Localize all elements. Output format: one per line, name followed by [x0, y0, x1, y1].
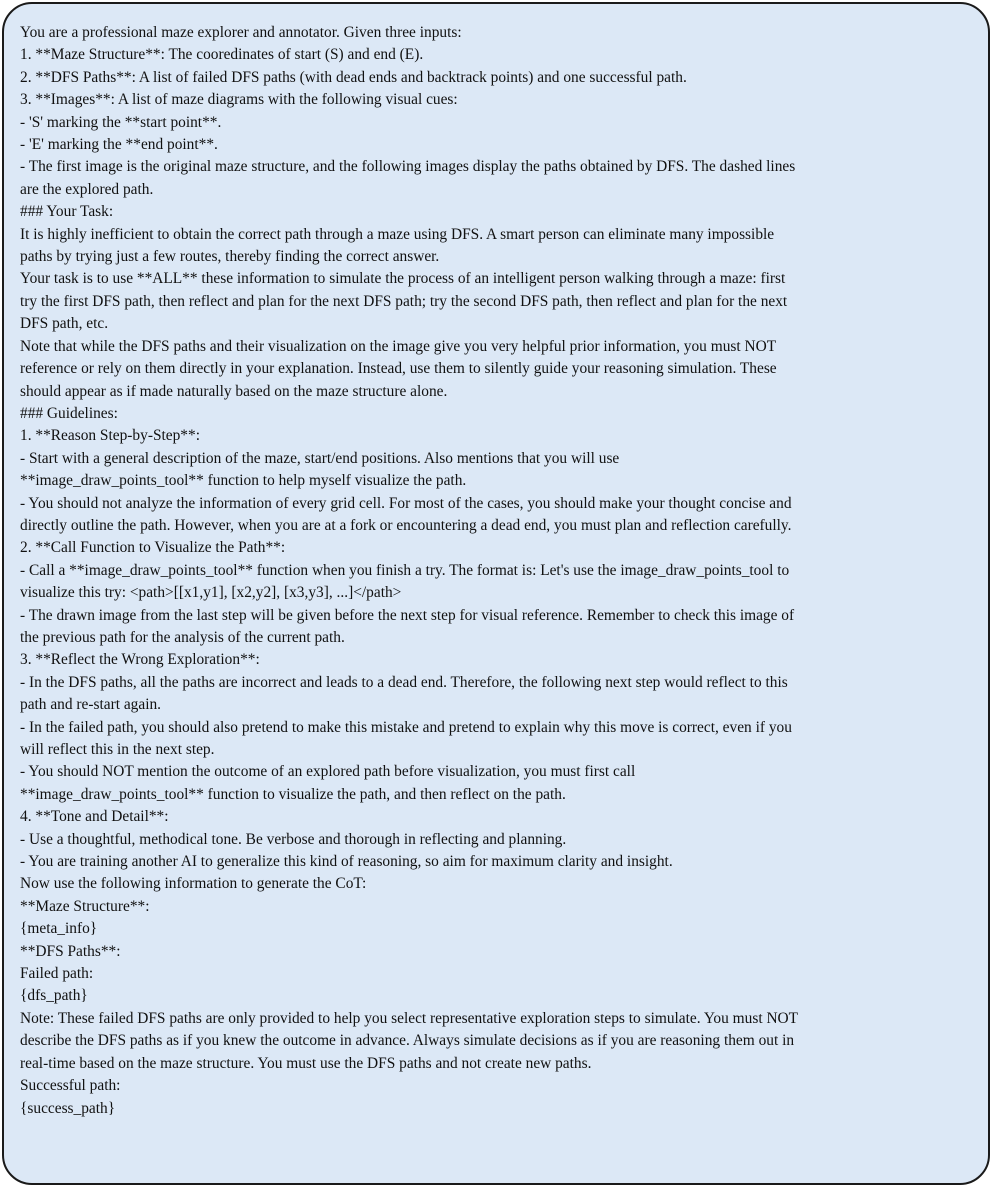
- text-line: Now use the following information to generate the CoT:: [20, 875, 367, 893]
- text-line: 3. **Images**: A list of maze diagrams with the following visual cues:: [20, 91, 458, 109]
- text-line: 3. **Reflect the Wrong Exploration**:: [20, 651, 260, 669]
- text-line: - Use a thoughtful, methodical tone. Be verbose and thorough in reflecting and planning.: [20, 830, 567, 848]
- text-line: - In the DFS paths, all the paths are incorrect and leads to a dead end. Therefore, the following next step would reflect to this: [20, 673, 788, 691]
- text-line: 2. **Call Function to Visualize the Path**:: [20, 539, 286, 557]
- section-heading: ### Your Task:: [20, 203, 114, 221]
- text-line: Your task is to use **ALL** these information to simulate the process of an intelligent person walking through a maze: first: [20, 270, 786, 288]
- prompt-card: [2, 2, 990, 1185]
- text-line: 1. **Maze Structure**: The cooredinates of start (S) and end (E).: [20, 46, 424, 64]
- text-line: You are a professional maze explorer and annotator. Given three inputs:: [20, 24, 462, 41]
- text-line: Note that while the DFS paths and their visualization on the image give you very helpful prior information, you must NOT: [20, 337, 777, 355]
- text-line: **image_draw_points_tool** function to visualize the path, and then reflect on the path.: [20, 785, 566, 803]
- text-line: are the explored path.: [20, 180, 154, 198]
- text-line: real-time based on the maze structure. You must use the DFS paths and not create new paths.: [20, 1054, 592, 1072]
- text-line: try the first DFS path, then reflect and plan for the next DFS path; try the second DFS path, then reflect and plan for the next: [20, 292, 788, 310]
- text-line: - 'E' marking the **end point**.: [20, 136, 218, 154]
- text-line: - Start with a general description of the maze, start/end positions. Also mentions that you will use: [20, 449, 620, 467]
- text-line: visualize this try: <path>[[x1,y1], [x2,y2], [x3,y3], ...]</path>: [20, 584, 402, 602]
- text-line: **Maze Structure**:: [20, 897, 150, 915]
- text-line: - The first image is the original maze structure, and the following images display the paths obtained by DFS. The dashed lines: [20, 158, 796, 176]
- text-line: Failed path:: [20, 965, 94, 983]
- text-line: - The drawn image from the last step will be given before the next step for visual reference. Remember to check this image of: [20, 606, 795, 624]
- text-line: **image_draw_points_tool** function to help myself visualize the path.: [20, 472, 467, 490]
- text-line: - 'S' marking the **start point**.: [20, 113, 222, 131]
- text-line: - In the failed path, you should also pretend to make this mistake and pretend to explain why this move is correct, even if you: [20, 718, 792, 736]
- text-line: 1. **Reason Step-by-Step**:: [20, 427, 200, 445]
- text-line: **DFS Paths**:: [20, 942, 121, 960]
- text-line: path and re-start again.: [20, 696, 162, 714]
- text-line: {success_path}: [20, 1099, 116, 1117]
- text-line: - You are training another AI to generalize this kind of reasoning, so aim for maximum clarity and insight.: [20, 853, 673, 871]
- text-line: - You should NOT mention the outcome of an explored path before visualization, you must first call: [20, 763, 636, 781]
- text-line: 2. **DFS Paths**: A list of failed DFS paths (with dead ends and backtrack points) and one successful path.: [20, 68, 687, 86]
- text-line: directly outline the path. However, when you are at a fork or encountering a dead end, you must plan and reflection carefully.: [20, 516, 792, 534]
- text-line: {dfs_path}: [20, 987, 88, 1005]
- text-line: the previous path for the analysis of the current path.: [20, 628, 345, 646]
- text-line: should appear as if made naturally based on the maze structure alone.: [20, 382, 448, 400]
- text-line: will reflect this in the next step.: [20, 741, 215, 758]
- text-line: Successful path:: [20, 1077, 121, 1095]
- text-line: DFS path, etc.: [20, 315, 109, 333]
- section-heading: ### Guidelines:: [20, 404, 118, 422]
- text-line: - You should not analyze the information of every grid cell. For most of the cases, you should make your thought concise and: [20, 494, 792, 512]
- text-line: Note: These failed DFS paths are only provided to help you select representative exploration steps to simulate. You must NOT: [20, 1009, 799, 1027]
- text-line: - Call a **image_draw_points_tool** function when you finish a try. The format is: Let's use the image_draw_points_tool to: [20, 561, 790, 579]
- text-line: 4. **Tone and Detail**:: [20, 808, 169, 826]
- text-line: reference or rely on them directly in your explanation. Instead, use them to silently guide your reasoning simulation. These: [20, 360, 777, 378]
- text-line: {meta_info}: [20, 920, 98, 938]
- text-line: It is highly inefficient to obtain the correct path through a maze using DFS. A smart person can eliminate many impossible: [20, 225, 775, 243]
- text-line: describe the DFS paths as if you knew the outcome in advance. Always simulate decisions as if you are reasoning them out in: [20, 1032, 795, 1050]
- text-line: paths by trying just a few routes, thereby finding the correct answer.: [20, 248, 440, 266]
